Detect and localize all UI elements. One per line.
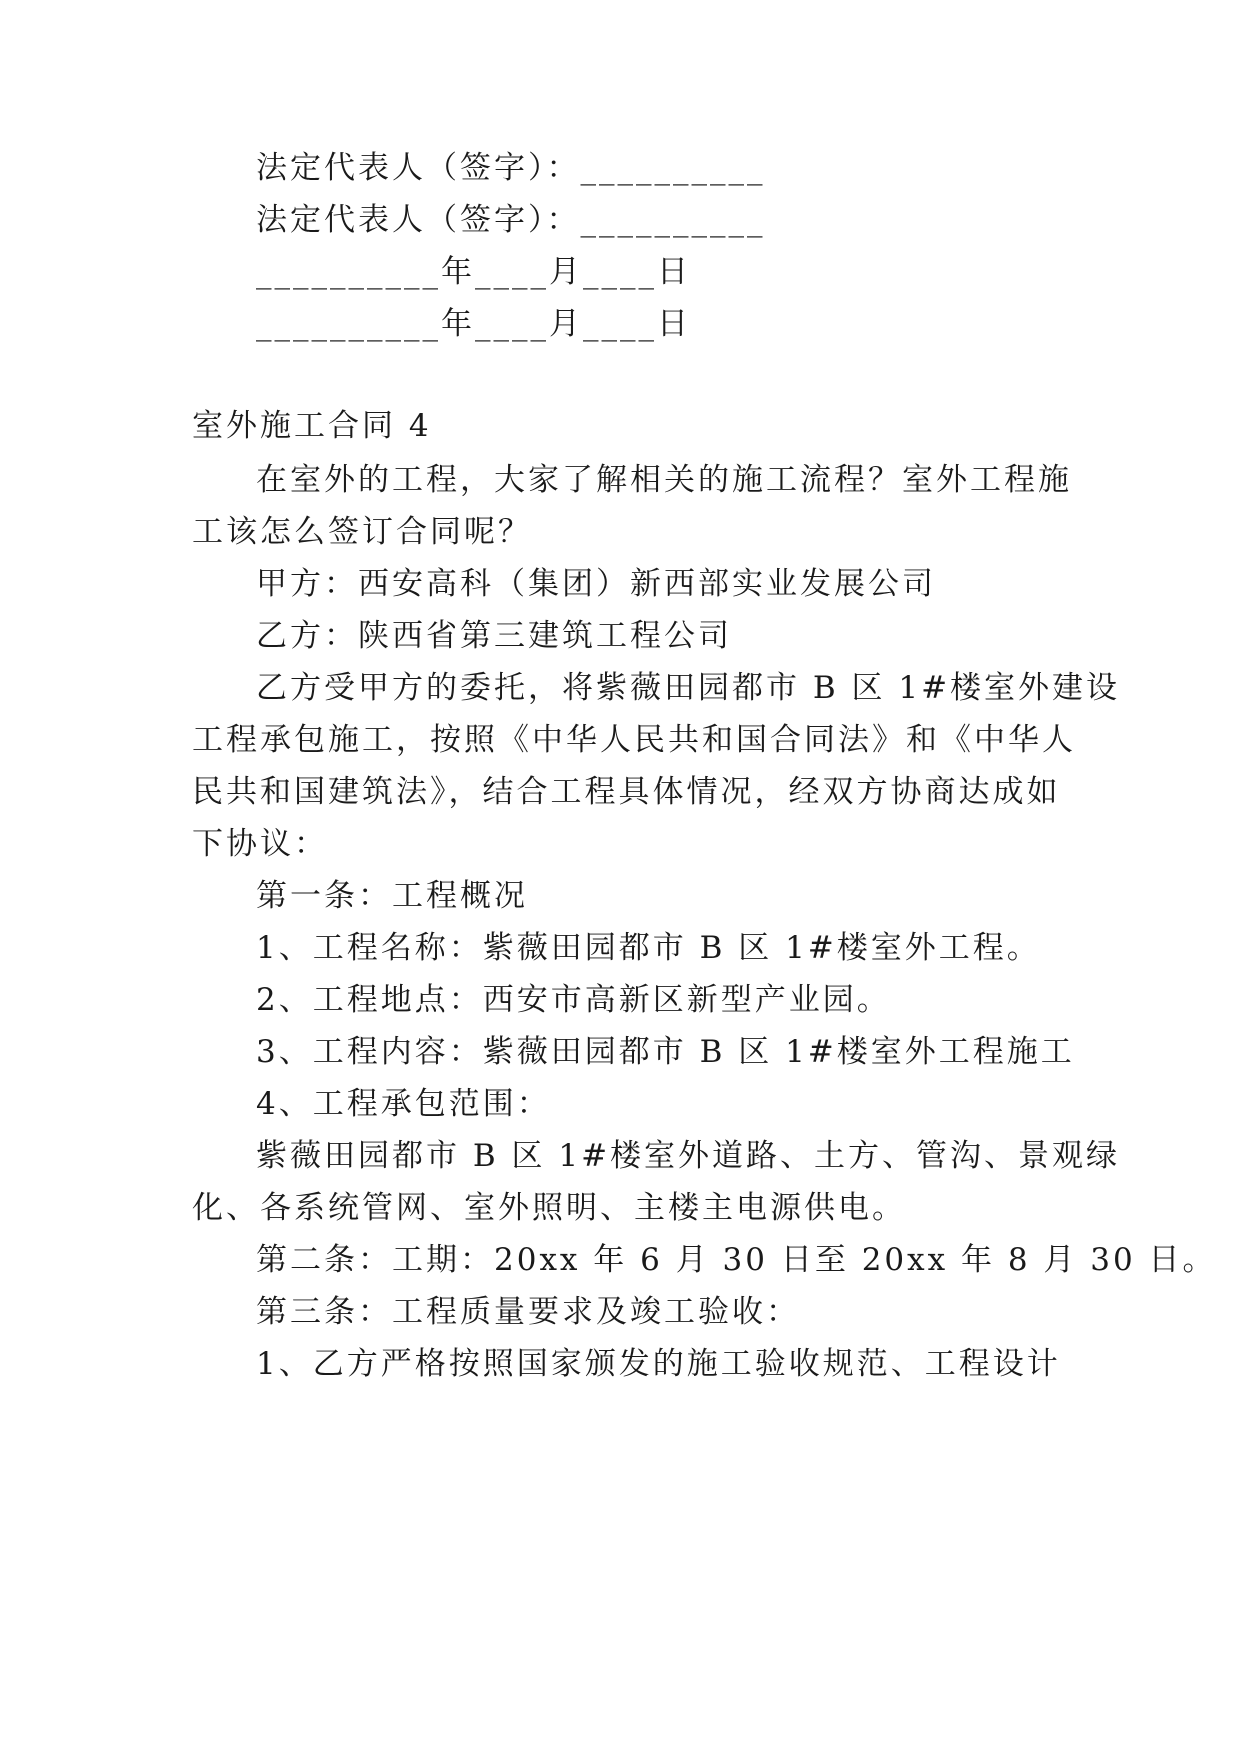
paragraph-line: 在室外的工程，大家了解相关的施工流程？室外工程施 — [256, 462, 1072, 498]
date-line-1: __________年____月____日 — [256, 254, 691, 290]
article-heading: 第三条：工程质量要求及竣工验收： — [256, 1294, 800, 1330]
section-title: 室外施工合同 4 — [192, 408, 432, 444]
article-heading: 第一条：工程概况 — [256, 878, 528, 914]
list-item: 3、工程内容：紫薇田园都市 B 区 1#楼室外工程施工 — [256, 1034, 1075, 1070]
paragraph-line: 工程承包施工，按照《中华人民共和国合同法》和《中华人 — [192, 722, 1076, 758]
signature-line-2: 法定代表人（签字）：__________ — [256, 202, 766, 238]
paragraph-line: 工该怎么签订合同呢？ — [192, 514, 532, 550]
paragraph-line: 化、各系统管网、室外照明、主楼主电源供电。 — [192, 1190, 906, 1226]
signature-line-1: 法定代表人（签字）：__________ — [256, 150, 766, 186]
party-a-line: 甲方：西安高科（集团）新西部实业发展公司 — [256, 566, 936, 602]
paragraph-line: 乙方受甲方的委托，将紫薇田园都市 B 区 1#楼室外建设 — [256, 670, 1121, 706]
date-line-2: __________年____月____日 — [256, 306, 691, 342]
paragraph-line: 下协议： — [192, 826, 328, 862]
paragraph-line: 民共和国建筑法》，结合工程具体情况，经双方协商达成如 — [192, 774, 1061, 810]
paragraph-line: 紫薇田园都市 B 区 1#楼室外道路、土方、管沟、景观绿 — [256, 1138, 1121, 1174]
list-item: 2、工程地点：西安市高新区新型产业园。 — [256, 982, 891, 1018]
article-heading: 第二条：工期：20xx 年 6 月 30 日至 20xx 年 8 月 30 日。 — [256, 1242, 1217, 1278]
list-item: 4、工程承包范围： — [256, 1086, 551, 1122]
list-item: 1、工程名称：紫薇田园都市 B 区 1#楼室外工程。 — [256, 930, 1041, 966]
list-item: 1、乙方严格按照国家颁发的施工验收规范、工程设计 — [256, 1346, 1061, 1382]
party-b-line: 乙方：陕西省第三建筑工程公司 — [256, 618, 732, 654]
